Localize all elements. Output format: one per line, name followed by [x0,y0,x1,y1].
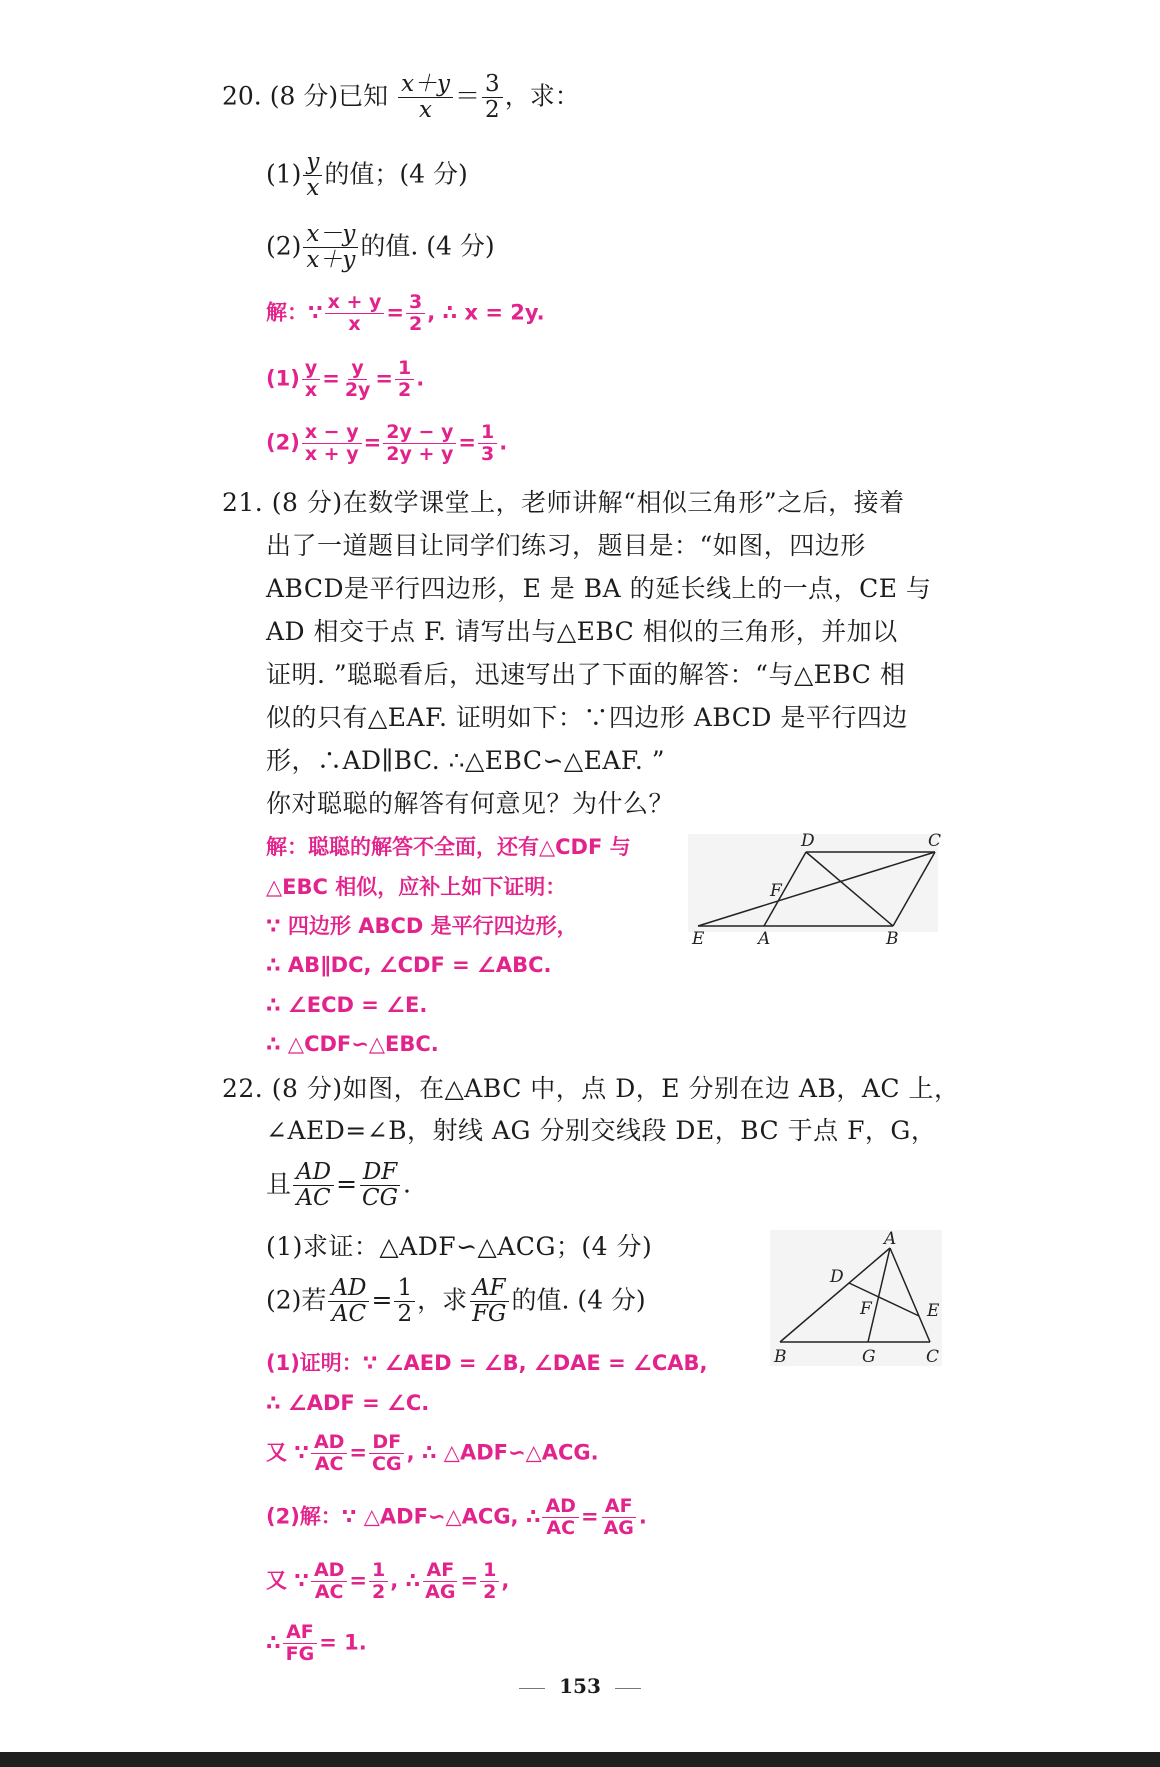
q21-solution-line5: ∴ ∠ECD = ∠E. [266,993,428,1017]
q22-figure-background [770,1230,942,1366]
label-c: C [928,831,942,851]
page-number: 153 [559,1674,601,1698]
label-f: F [770,881,782,901]
page-footer [0,1674,1160,1698]
label-f: F [860,1299,872,1319]
q20-given-rhs: $\frac{3}{2}$ [482,72,503,124]
q21-line3: ABCD是平行四边形，E 是 BA 的延长线上的一点，CE 与 [266,574,932,603]
q21-line4: AD 相交于点 F. 请写出与△EBC 相似的三角形，并加以 [266,617,898,646]
q21-line2: 出了一道题目让同学们练习，题目是：“如图，四边形 [266,531,866,560]
label-d: D [830,1267,844,1287]
q22-figure-svg [770,1226,945,1370]
q21-line5: 证明. ”聪聪看后，迅速写出了下面的解答：“与△EBC 相 [266,660,906,689]
q22-line2: ∠AED=∠B，射线 AG 分别交线段 DE，BC 于点 F，G， [266,1116,937,1145]
q22-part2: (2)若 $\frac{AD}{AC}$ = $\frac{1}{2}$ ，求 $\frac{AF}{FG}$ 的值. (4 分) [266,1275,646,1328]
q21-line8: 你对聪聪的解答有何意见？为什么？ [266,789,675,818]
q22-solution-line5: 又 ∵ $\frac{AD}{AC}$ = $\frac{1}{2}$ , ∴ $\frac{AF}{AG}$ = $\frac{1}{2}$ , [266,1559,510,1603]
q21-line6: 似的只有△EAF. 证明如下：∵四边形 ABCD 是平行四边 [266,703,908,732]
label-e: E [927,1301,940,1321]
q22-line1: 22. (8 分)如图，在△ABC 中，点 D，E 分别在边 AB，AC 上， [222,1074,960,1103]
label-g: G [862,1347,876,1367]
q22-triangle-figure [770,1226,945,1370]
q20-solution-line2: (1) $\frac{y}{x}$ = $\frac{y}{2y}$ = $\frac{1}{2}$ . [266,357,425,401]
q21-solution-line3: ∵ 四边形 ABCD 是平行四边形， [266,914,578,938]
label-a: A [758,929,771,946]
q20-stem: 20. (8 分)已知 $\frac{x+y}{x}$ ＝ $\frac{3}{2}$ ，求： [222,71,580,124]
q22-given-ratio: 且 $\frac{AD}{AC}$ = $\frac{DF}{CG}$ . [266,1159,411,1212]
q20-part2: (2) $\frac{x-y}{x+y}$ 的值. (4 分) [266,221,495,274]
footer-left-dash [519,1688,545,1689]
q20-number: 20. [222,81,262,111]
label-d: D [801,831,815,851]
q22-solution-line1: (1)证明：∵ ∠AED = ∠B, ∠DAE = ∠CAB, [266,1351,708,1375]
bottom-bar [0,1752,1160,1767]
label-e: E [692,929,705,946]
q20-score: (8 分) [269,81,339,111]
q20-given-fraction: $\frac{x+y}{x}$ [398,72,453,124]
label-b: B [886,929,899,946]
q20-lead: 已知 [338,81,389,111]
q21-parallelogram-figure [688,826,943,946]
q20-part1: (1) $\frac{y}{x}$ 的值；(4 分) [266,149,468,202]
label-a: A [884,1229,897,1249]
label-c: C [926,1347,940,1367]
q21-line1: 21. (8 分)在数学课堂上，老师讲解“相似三角形”之后，接着 [222,488,905,517]
footer-right-dash [615,1688,641,1689]
q22-solution-line3: 又 ∵ $\frac{AD}{AC}$ = $\frac{DF}{CG}$ , ∴ △ADF∽△ACG. [266,1431,599,1475]
q22-solution-line4: (2)解：∵ △ADF∽△ACG, ∴ $\frac{AD}{AC}$ = $\frac{AF}{AG}$ . [266,1495,647,1539]
q20-solution-line3: (2) $\frac{x - y}{x + y}$ = $\frac{2y - y}{2y + y}$ = $\frac{1}{3}$ . [266,421,508,465]
q20-solution-line1: 解：∵ $\frac{x + y}{x}$ = $\frac{3}{2}$ , ∴ x = 2y. [266,291,545,335]
q22-solution-line6: ∴ $\frac{AF}{FG}$ = 1. [266,1621,367,1665]
q21-solution-line2: △EBC 相似，应补上如下证明： [266,875,567,899]
q21-solution-line1: 解：聪聪的解答不全面，还有△CDF 与 [266,835,631,859]
q22-part1: (1)求证：△ADF∽△ACG；(4 分) [266,1232,653,1261]
q21-line7: 形，∴AD∥BC. ∴△EBC∽△EAF. ” [266,746,666,775]
q21-solution-line6: ∴ △CDF∽△EBC. [266,1032,439,1056]
label-b: B [774,1347,787,1367]
q21-figure-svg [688,826,943,946]
q21-solution-line4: ∴ AB∥DC, ∠CDF = ∠ABC. [266,953,552,977]
q22-solution-line2: ∴ ∠ADF = ∠C. [266,1391,430,1415]
